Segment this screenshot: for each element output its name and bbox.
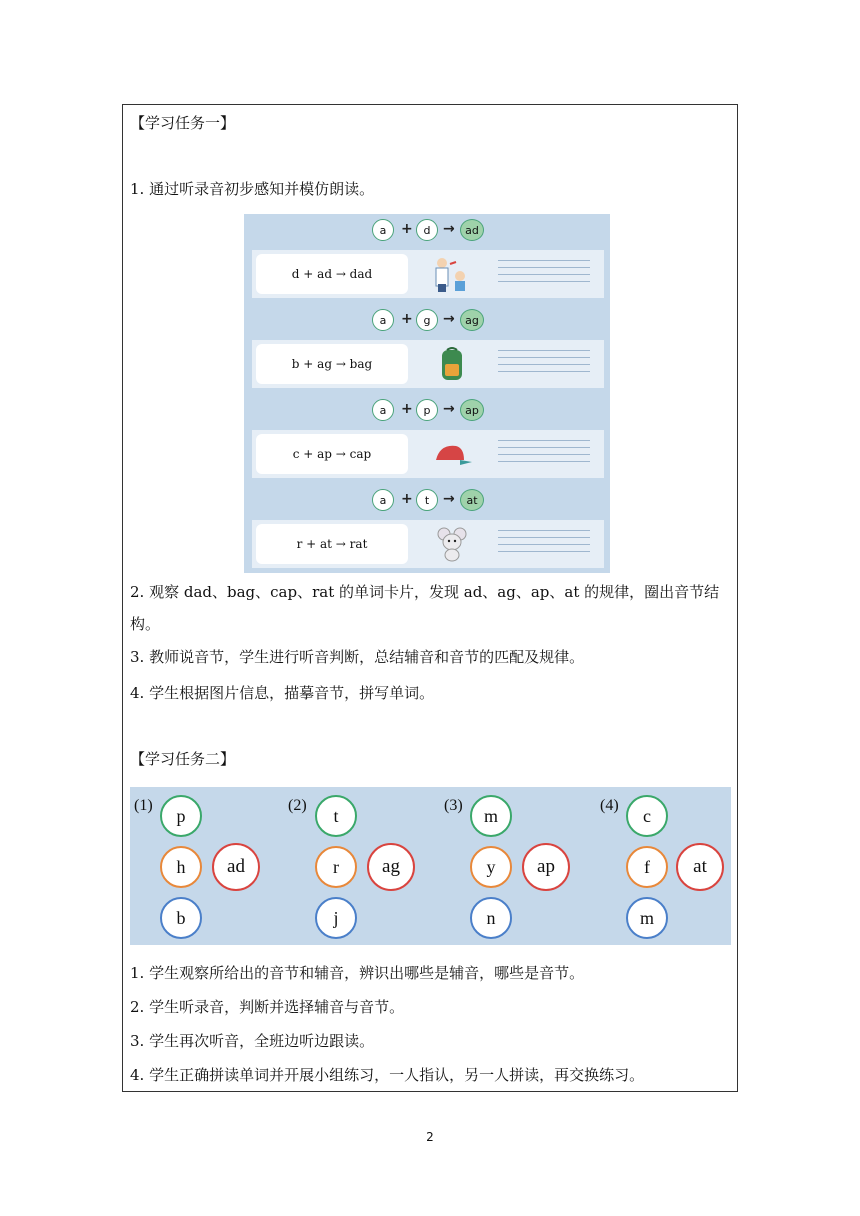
cap-icon: [430, 436, 474, 472]
group-label: (2): [288, 797, 307, 814]
syllable-equation-row: [244, 486, 610, 516]
consonant-circle: h: [160, 846, 202, 888]
rime-bubble: at: [460, 489, 484, 511]
task1-step2: 2. 观察 dad、bag、cap、rat 的单词卡片，发现 ad、ag、ap、at 的规律，圈出音节结构。: [130, 583, 720, 633]
consonant-bubble: t: [416, 489, 438, 511]
plus-icon: +: [401, 311, 413, 327]
word-card: [252, 250, 604, 298]
phonics-figure-2: [130, 787, 731, 945]
arrow-right-icon: →: [443, 221, 455, 237]
syllable-equation-row: [244, 396, 610, 426]
writing-lines: [498, 530, 590, 558]
plus-icon: +: [401, 491, 413, 507]
consonant-circle: j: [315, 897, 357, 939]
task1-step1: 1. 通过听录音初步感知并模仿朗读。: [130, 180, 375, 198]
word-card: [252, 430, 604, 478]
consonant-circle: m: [626, 897, 668, 939]
syllable-equation-row: [244, 306, 610, 336]
word-blend: r + at → rat: [256, 524, 408, 564]
consonant-circle: y: [470, 846, 512, 888]
task2-step4: 4. 学生正确拼读单词并开展小组练习，一人指认，另一人拼读，再交换练习。: [130, 1066, 645, 1084]
task2-heading: 【学习任务二】: [130, 750, 236, 768]
rime-circle: at: [676, 843, 724, 891]
arrow-right-icon: →: [443, 311, 455, 327]
group-label: (1): [134, 797, 153, 814]
rime-circle: ag: [367, 843, 415, 891]
consonant-bubble: g: [416, 309, 438, 331]
vowel-bubble: a: [372, 309, 394, 331]
arrow-right-icon: →: [443, 401, 455, 417]
group-label: (4): [600, 797, 619, 814]
word-blend: b + ag → bag: [256, 344, 408, 384]
rime-bubble: ad: [460, 219, 484, 241]
consonant-bubble: p: [416, 399, 438, 421]
consonant-circle: r: [315, 846, 357, 888]
writing-lines: [498, 350, 590, 378]
task1-heading: 【学习任务一】: [130, 114, 236, 132]
vowel-bubble: a: [372, 399, 394, 421]
plus-icon: +: [401, 221, 413, 237]
word-blend: c + ap → cap: [256, 434, 408, 474]
page-number: 2: [426, 1130, 434, 1144]
rat-icon: [430, 526, 474, 562]
consonant-circle: f: [626, 846, 668, 888]
task1-step4: 4. 学生根据图片信息，描摹音节，拼写单词。: [130, 684, 435, 702]
rime-bubble: ap: [460, 399, 484, 421]
consonant-bubble: d: [416, 219, 438, 241]
consonant-circle: c: [626, 795, 668, 837]
task2-step2: 2. 学生听录音，判断并选择辅音与音节。: [130, 998, 405, 1016]
consonant-circle: p: [160, 795, 202, 837]
rime-bubble: ag: [460, 309, 484, 331]
father-and-child-icon: [430, 256, 474, 292]
backpack-icon: [430, 346, 474, 382]
vowel-bubble: a: [372, 219, 394, 241]
word-card: [252, 340, 604, 388]
task1-step3: 3. 教师说音节，学生进行听音判断，总结辅音和音节的匹配及规律。: [130, 648, 585, 666]
consonant-circle: n: [470, 897, 512, 939]
writing-lines: [498, 260, 590, 288]
syllable-equation-row: [244, 216, 610, 246]
plus-icon: +: [401, 401, 413, 417]
arrow-right-icon: →: [443, 491, 455, 507]
phonics-figure-1: [244, 214, 610, 573]
task2-step3: 3. 学生再次听音，全班边听边跟读。: [130, 1032, 375, 1050]
task2-step1: 1. 学生观察所给出的音节和辅音，辨识出哪些是辅音，哪些是音节。: [130, 964, 585, 982]
consonant-circle: m: [470, 795, 512, 837]
vowel-bubble: a: [372, 489, 394, 511]
writing-lines: [498, 440, 590, 468]
consonant-circle: t: [315, 795, 357, 837]
group-label: (3): [444, 797, 463, 814]
rime-circle: ad: [212, 843, 260, 891]
word-blend: d + ad → dad: [256, 254, 408, 294]
word-card: [252, 520, 604, 568]
consonant-circle: b: [160, 897, 202, 939]
rime-circle: ap: [522, 843, 570, 891]
